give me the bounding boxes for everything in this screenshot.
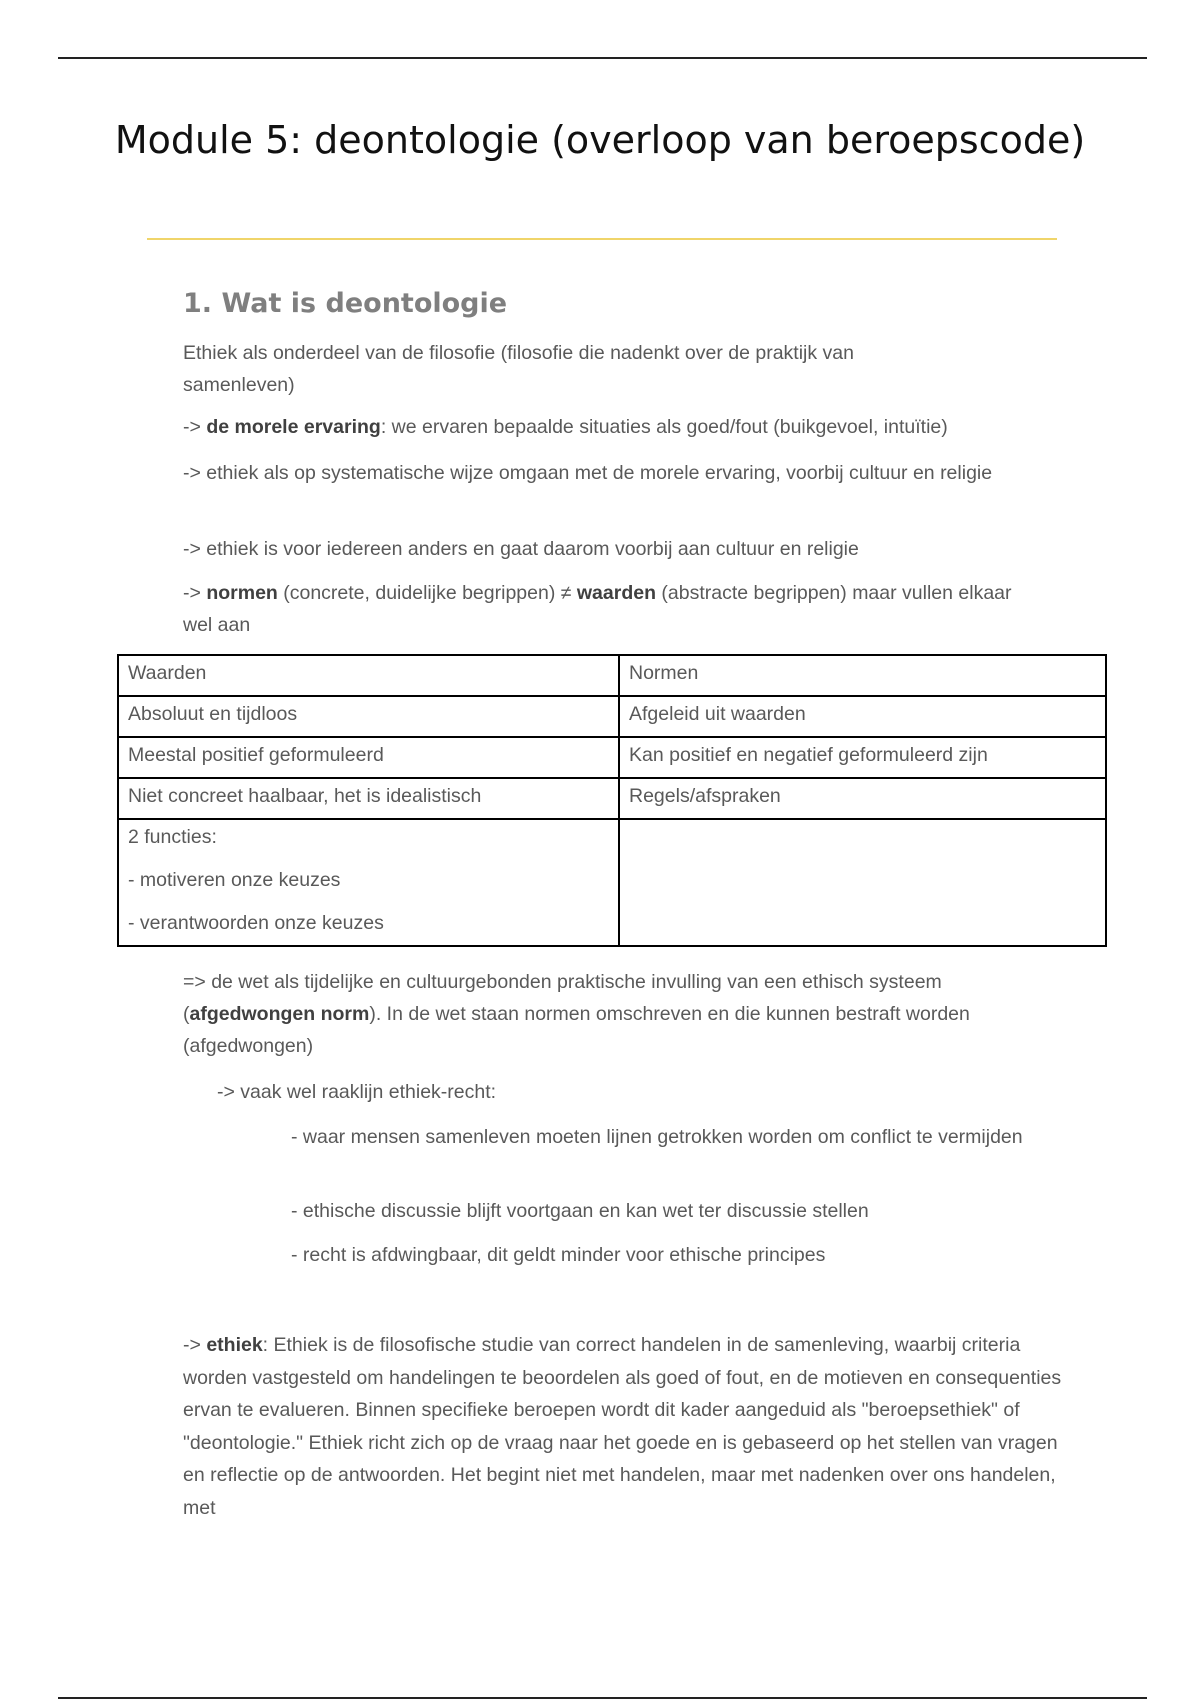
paragraph-iedereen-anders: -> ethiek is voor iedereen anders en gaat daarom voorbij aan cultuur en religie	[183, 538, 859, 560]
table-cell: Kan positief en negatief geformuleerd zijn	[619, 737, 1106, 778]
section-heading: 1. Wat is deontologie	[183, 288, 508, 319]
table-cell: Absoluut en tijdloos	[118, 696, 619, 737]
text: ->	[183, 1334, 207, 1356]
text: : Ethiek is de filosofische studie van correct handelen in de samenleving, waarbij criteria worden vastgesteld om handelingen te beoordelen als goed of fout, en de motieven en consequenties ervan te evalueren. Binnen specifieke beroepen wordt dit kader aangeduid als "beroepsethiek" of "deontologie." Ethiek richt zich op de vraag naar het goede en is gebaseerd op het stellen van vragen en reflectie op de antwoorden. Het begint niet met handelen, maar met nadenken over ons handelen, met	[183, 1334, 1062, 1519]
paragraph-ethiek-definitie	[183, 1329, 1063, 1524]
cell-line: - motiveren onze keuzes	[128, 869, 341, 891]
cell-line: 2 functies:	[128, 826, 217, 848]
list-item: - ethische discussie blijft voortgaan en kan wet ter discussie stellen	[291, 1200, 869, 1222]
text: (concrete, duidelijke begrippen) ≠	[277, 582, 577, 604]
bold-term: afgedwongen norm	[189, 1003, 370, 1025]
bold-term: waarden	[576, 582, 656, 604]
table-cell: Regels/afspraken	[619, 778, 1106, 819]
paragraph-normen-waarden	[183, 577, 1013, 641]
text: => de wet als tijdelijke en cultuurgebonden praktische invulling van een ethisch systeem (	[183, 971, 942, 1025]
table-header-row	[118, 655, 1106, 696]
table-cell: Niet concreet haalbaar, het is idealistisch	[118, 778, 619, 819]
paragraph-wet	[183, 966, 1063, 1062]
table-cell: Normen	[619, 655, 1106, 696]
table-row	[118, 819, 1106, 946]
paragraph-ethiek-filosofie: Ethiek als onderdeel van de filosofie (filosofie die nadenkt over de praktijk van samenleven)	[183, 342, 854, 396]
table-cell	[619, 819, 1106, 946]
title-underline	[147, 238, 1057, 240]
text: ->	[183, 416, 207, 438]
table-row	[118, 696, 1106, 737]
text: ->	[183, 582, 207, 604]
bold-term: normen	[206, 582, 278, 604]
text: (abstracte begrippen) maar vullen elkaar wel aan	[183, 582, 1012, 636]
table-row	[118, 778, 1106, 819]
text: : we ervaren bepaalde situaties als goed/fout (buikgevoel, intuïtie)	[380, 416, 948, 438]
header-rule	[58, 57, 1147, 59]
paragraph-morele-ervaring	[183, 411, 1083, 443]
bold-term: de morele ervaring	[206, 416, 381, 438]
paragraph-raaklijn: -> vaak wel raaklijn ethiek-recht:	[217, 1081, 497, 1103]
document-title: Module 5: deontologie (overloop van beroepscode)	[114, 118, 1086, 162]
text: ). In de wet staan normen omschreven en die kunnen bestraft worden (afgedwongen)	[183, 1003, 970, 1057]
cell-line: - verantwoorden onze keuzes	[128, 912, 384, 934]
page-cut-mask	[0, 1540, 1200, 1690]
table-cell: Meestal positief geformuleerd	[118, 737, 619, 778]
table-cell	[118, 819, 619, 946]
table-cell: Afgeleid uit waarden	[619, 696, 1106, 737]
table-row	[118, 737, 1106, 778]
list-item: - waar mensen samenleven moeten lijnen getrokken worden om conflict te vermijden	[291, 1126, 1023, 1148]
table-cell: Waarden	[118, 655, 619, 696]
footer-rule	[58, 1697, 1147, 1699]
waarden-normen-table	[117, 654, 1107, 947]
bold-term: ethiek	[206, 1334, 263, 1356]
list-item: - recht is afdwingbaar, dit geldt minder voor ethische principes	[291, 1244, 826, 1266]
paragraph-systematisch: -> ethiek als op systematische wijze omgaan met de morele ervaring, voorbij cultuur en religie	[183, 462, 993, 484]
